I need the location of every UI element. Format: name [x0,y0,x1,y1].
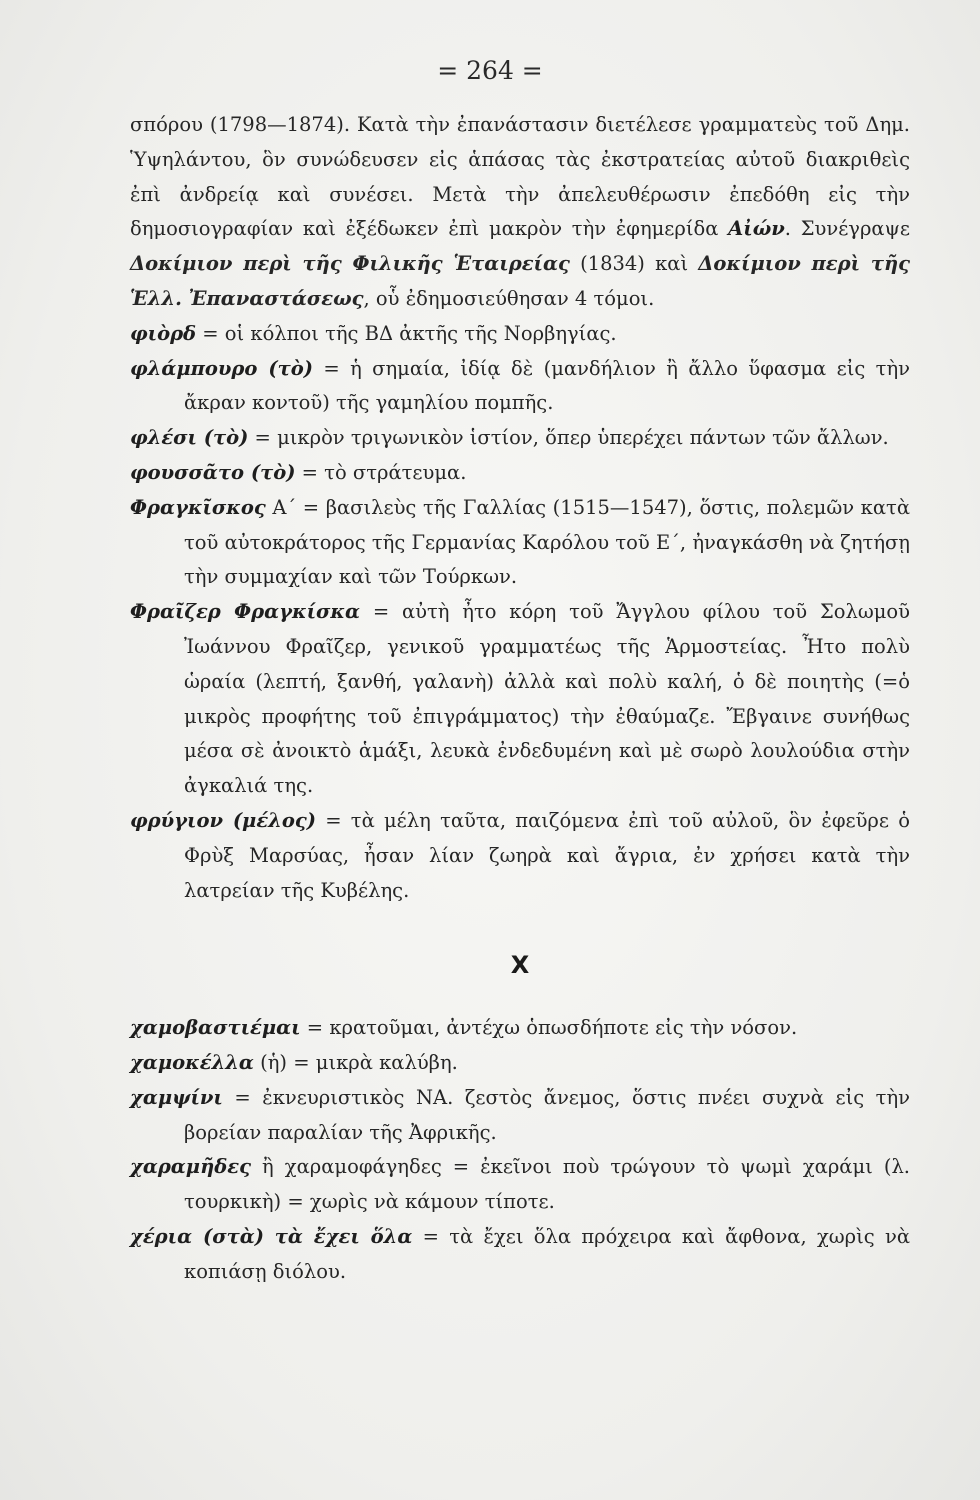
entry-term: φλέσι (τὸ) [130,426,249,450]
list-item [130,1220,910,1290]
entry-definition: = αὐτὴ ἦτο κόρη τοῦ Ἄγγλου φίλου τοῦ Σολωμοῦ Ἰωάννου Φραῖζερ, γενικοῦ γραμματέως τῆς Ἁρμοστείας. Ἦτο πολὺ ὡραία (λεπτή, ξανθή, γαλανὴ) ἀλλὰ καὶ πολὺ καλή, ὁ δὲ ποιητὴς (=ὁ μικρὸς προφήτης τοῦ ἐπιγράμματος) τὴν ἐθαύμαζε. Ἔβγαινε συνήθως μέσα σὲ ἀνοικτὸ ἁμάξι, λευκὰ ἐνδεδυμένη καὶ μὲ σωρὸ λουλούδια στὴν ἀγκαλιά της. [184,600,910,798]
list-item [130,491,910,595]
page-number: = 264 = [437,56,543,85]
entry-definition: Α΄ = βασιλεὺς τῆς Γαλλίας (1515—1547), ὅστις, πολεμῶν κατὰ τοῦ αὐτοκράτορος τῆς Γερμανίας Καρόλου τοῦ Ε΄, ἠναγκάσθη νὰ ζητήσῃ τὴν συμμαχίαν καὶ τῶν Τούρκων. [184,495,910,589]
entry-definition: = κρατοῦμαι, ἀντέχω ὁπωσδήποτε εἰς τὴν νόσον. [300,1016,798,1040]
list-item [130,1011,910,1046]
list-item [130,421,910,456]
entry-definition: = ἡ σημαία, ἰδίᾳ δὲ (μανδήλιον ἢ ἄλλο ὕφασμα εἰς τὴν ἄκραν κοντοῦ) τῆς γαμηλίου πομπῆς. [184,356,911,415]
list-item [130,1046,910,1081]
entry-definition: = τὰ ἔχει ὅλα πρόχειρα καὶ ἄφθονα, χωρὶς νὰ κοπιάσῃ διόλου. [184,1224,911,1283]
entry-definition: = ἐκνευριστικὸς ΝΑ. ζεστὸς ἄνεμος, ὅστις πνέει συχνὰ εἰς τὴν βορείαν παραλίαν τῆς Ἀφρικῆς. [184,1085,910,1144]
entry-definition: = οἱ κόλποι τῆς ΒΔ ἀκτῆς τῆς Νορβηγίας. [196,321,617,345]
intro-text: σπόρου (1798—1874). Κατὰ τὴν ἐπανάστασιν διετέλεσε γραμματεὺς τοῦ Δημ. Ὑψηλάντου, ὃν συνώδευσεν εἰς ἁπάσας τὰς ἐκστρατείας αὐτοῦ διακριθεὶς ἐπὶ ἀνδρείᾳ καὶ συνέσει. Μετὰ τὴν ἀπελευθέρωσιν ἐπεδόθη εἰς τὴν δημοσιογραφίαν καὶ ἐξέδωκεν ἐπὶ μακρὸν τὴν ἐφημερίδα [130,113,910,241]
entry-term: χαμοκέλλα [130,1050,254,1074]
entry-term: χαμψίνι [130,1085,223,1109]
entry-definition: = τὸ στράτευμα. [295,460,467,484]
entry-term: χέρια (στὰ) τὰ ἔχει ὅλα [130,1224,413,1248]
list-item [130,804,910,908]
list-item [130,1150,910,1220]
list-item [130,352,910,422]
list-item [130,456,910,491]
list-item [130,595,910,804]
intro-work-2: Δοκίμιον περὶ τῆς Ἑλλ. Ἐπαναστάσεως [130,252,910,310]
section-letter: Χ [510,951,530,980]
intro-journal-title: Αἰών [728,217,785,241]
intro-paragraph [130,108,910,317]
entry-definition: = τὰ μέλη ταῦτα, παιζόμενα ἐπὶ τοῦ αὐλοῦ, ὃν ἐφεῦρε ὁ Φρὺξ Μαρσύας, ἦσαν λίαν ζωηρὰ καὶ ἄγρια, ἐν χρήσει κατὰ τὴν λατρείαν τῆς Κυβέλης. [184,808,910,902]
entry-term: φλάμπουρο (τὸ) [130,356,313,380]
intro-work-1: Δοκίμιον περὶ τῆς Φιλικῆς Ἑταιρείας [130,252,570,276]
intro-text-4: , οὗ ἐδημοσιεύθησαν 4 τόμοι. [363,286,655,310]
list-item [130,1081,910,1151]
entry-definition: ἢ χαραμοφάγηδες = ἐκεῖνοι ποὺ τρώγουν τὸ ψωμὶ χαράμι (λ. τουρκικὴ) = χωρὶς νὰ κάμουν τίποτε. [184,1155,910,1214]
entry-term: Φραγκῖσκος [130,495,266,519]
page-body [130,108,910,1290]
entry-definition: = μικρὸν τριγωνικὸν ἱστίον, ὅπερ ὑπερέχει πάντων τῶν ἄλλων. [248,426,889,450]
entry-term: Φραῖζερ Φραγκίσκα [130,600,361,624]
intro-text-2: . Συνέγραψε [784,217,910,241]
entry-term: φουσσᾶτο (τὸ) [130,460,296,484]
list-item [130,317,910,352]
entry-term: φιὸρδ [130,321,197,345]
entry-term: χαμοβαστιέμαι [130,1016,301,1040]
entry-term: φρύγιον (μέλος) [130,808,316,832]
entry-term: χαραμῆδες [130,1155,251,1179]
intro-text-3: (1834) καὶ [569,252,699,276]
entry-definition: (ἡ) = μικρὰ καλύβη. [253,1050,458,1074]
